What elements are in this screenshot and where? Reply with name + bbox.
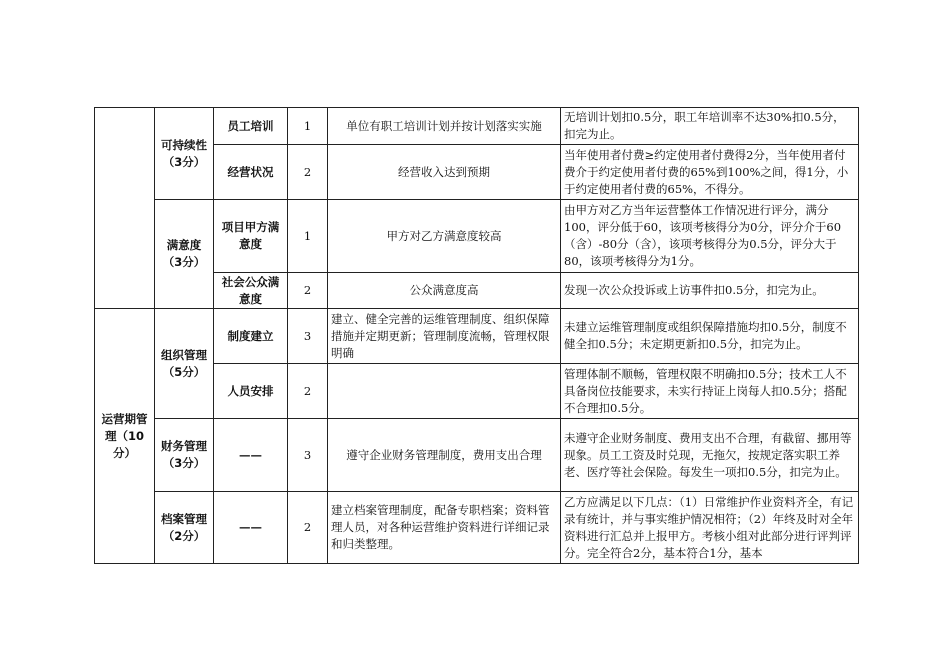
item-cell: 项目甲方满意度: [214, 200, 288, 273]
standard-cell: 单位有职工培训计划并按计划落实实施: [328, 108, 561, 145]
standard-cell: 甲方对乙方满意度较高: [328, 200, 561, 273]
criteria-cell: 管理体制不顺畅，管理权限不明确扣0.5分；技术工人不具备岗位技能要求，未实行持证上岗每人扣0.5分；搭配不合理扣0.5分。: [561, 364, 859, 419]
criteria-cell: 由甲方对乙方当年运营整体工作情况进行评分，满分100，评分低于60，该项考核得分为0分，评分介于60（含）-80分（含），该项考核得分为0.5分，评分大于80，该项考核得分为1分。: [561, 200, 859, 273]
category-cell: 组织管理（5分）: [155, 309, 214, 419]
assessment-table: [94, 107, 859, 564]
score-cell: 3: [288, 309, 328, 364]
score-cell: 2: [288, 273, 328, 309]
criteria-cell: 当年使用者付费≥约定使用者付费得2分，当年使用者付费介于约定使用者付费的65%到100%之间，得1分，小于约定使用者付费的65%，不得分。: [561, 145, 859, 200]
standard-cell: 公众满意度高: [328, 273, 561, 309]
score-cell: 1: [288, 108, 328, 145]
standard-cell: 建立、健全完善的运维管理制度、组织保障措施并定期更新；管理制度流畅，管理权限明确: [328, 309, 561, 364]
standard-cell: 建立档案管理制度，配备专职档案；资料管理人员，对各种运营维护资料进行详细记录和归类整理。: [328, 492, 561, 564]
category-cell: 档案管理（2分）: [155, 492, 214, 564]
table-row: [95, 419, 859, 492]
item-cell: 社会公众满意度: [214, 273, 288, 309]
criteria-cell: 无培训计划扣0.5分，职工年培训率不达30%扣0.5分，扣完为止。: [561, 108, 859, 145]
group-cell-top-blank: [95, 108, 155, 309]
item-cell: ——: [214, 492, 288, 564]
group-cell: 运营期管理（10分）: [95, 309, 155, 564]
table-row: [95, 309, 859, 364]
criteria-cell: 发现一次公众投诉或上访事件扣0.5分，扣完为止。: [561, 273, 859, 309]
criteria-cell: 未遵守企业财务制度、费用支出不合理，有截留、挪用等现象。员工工资及时兑现，无拖欠，按规定落实职工养老、医疗等社会保险。每发生一项扣0.5分，扣完为止。: [561, 419, 859, 492]
item-cell: ——: [214, 419, 288, 492]
standard-cell: 经营收入达到预期: [328, 145, 561, 200]
item-cell: 员工培训: [214, 108, 288, 145]
category-cell: 满意度（3分）: [155, 200, 214, 309]
score-cell: 2: [288, 145, 328, 200]
item-cell: 经营状况: [214, 145, 288, 200]
item-cell: 制度建立: [214, 309, 288, 364]
table-row: [95, 200, 859, 273]
criteria-cell: 未建立运维管理制度或组织保障措施均扣0.5分，制度不健全扣0.5分；未定期更新扣0.5分，扣完为止。: [561, 309, 859, 364]
score-cell: 3: [288, 419, 328, 492]
table-row: [95, 492, 859, 564]
score-cell: 1: [288, 200, 328, 273]
item-cell: 人员安排: [214, 364, 288, 419]
criteria-cell: 乙方应满足以下几点：（1）日常维护作业资料齐全，有记录有统计，并与事实维护情况相符；（2）年终及时对全年资料进行汇总并上报甲方。考核小组对此部分进行评判评分。完全符合2分，基本符合1分，基本: [561, 492, 859, 564]
category-cell: 财务管理（3分）: [155, 419, 214, 492]
standard-cell: 遵守企业财务管理制度，费用支出合理: [328, 419, 561, 492]
table-row: [95, 108, 859, 145]
score-cell: 2: [288, 492, 328, 564]
category-cell: 可持续性（3分）: [155, 108, 214, 200]
standard-cell: [328, 364, 561, 419]
score-cell: 2: [288, 364, 328, 419]
